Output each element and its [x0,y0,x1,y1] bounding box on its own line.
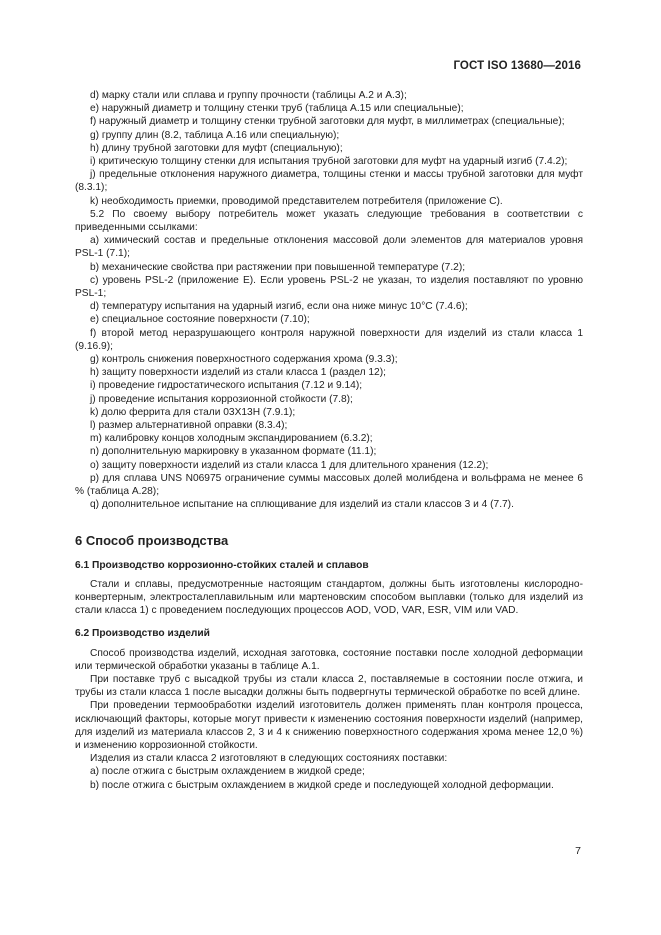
list-item: g) группу длин (8.2, таблица А.16 или специальную); [90,129,340,141]
list-item: n) дополнительную маркировку в указанном формате (11.1); [90,446,377,458]
list-item: l) размер альтернативной оправки (8.3.4); [90,420,288,432]
list-item: o) защиту поверхности изделий из стали класса 1 для длительного хранения (12.2); [90,459,489,471]
list-item: f) второй метод неразрушающего контроля наружной поверхности для изделий из стали класса 1 (9.16.9); [75,327,583,352]
list-item: m) калибровку концов холодным экспандированием (6.3.2); [90,433,373,445]
list-item: g) контроль снижения поверхностного содержания хрома (9.3.3); [90,354,398,366]
subsection-6-2-title: 6.2 Производство изделий [75,628,210,640]
document-header: ГОСТ ISO 13680—2016 [453,60,581,72]
page-number: 7 [575,845,581,857]
page-content [75,89,583,792]
list-item: f) наружный диаметр и толщину стенки трубной заготовки для муфт, в миллиметрах (специальные); [90,116,565,128]
list-item: e) специальное состояние поверхности (7.10); [90,314,310,326]
list-item: i) проведение гидростатического испытания (7.12 и 9.14); [90,380,363,392]
paragraph: Изделия из стали класса 2 изготовляют в следующих состояниях поставки: [90,753,448,765]
list-item: c) уровень PSL-2 (приложение Е). Если уровень PSL-2 не указан, то изделия поставляют по уровню PSL-1; [75,274,583,300]
paragraph: При проведении термообработки изделий изготовитель должен применять план контроля процесса, исключающий факторы, которые могут привести к изменению состояния поверхности изделий (например, для изделий из материала классов 2, 3 и 4 к снижению поверхностного содержания хрома менее 12,0 %) и изменению коррозионной стойкости. [75,700,583,751]
subsection-6-1-title: 6.1 Производство коррозионно-стойких сталей и сплавов [75,559,369,571]
list-item: d) марку стали или сплава и группу прочности (таблицы А.2 и А.3); [90,90,407,101]
list-item: b) механические свойства при растяжении при повышенной температуре (7.2); [90,261,466,273]
list-item: j) предельные отклонения наружного диаметра, толщины стенки и массы трубной заготовки для муфт (8.3.1); [75,169,583,194]
paragraph: Способ производства изделий, исходная заготовка, состояние поставки после холодной деформации или термической обработки указаны в таблице А.1. [75,647,583,672]
list-item: h) защиту поверхности изделий из стали класса 1 (раздел 12); [90,367,386,379]
list-item: p) для сплава UNS N06975 ограничение суммы массовых долей молибдена и вольфрама не менее 6 % (таблица А.28); [75,472,583,498]
list-item: i) критическую толщину стенки для испытания трубной заготовки для муфт на ударный изгиб (7.4.2); [90,156,568,168]
list-item: a) после отжига с быстрым охлаждением в жидкой среде; [90,766,365,778]
section-6-title: 6 Способ производства [75,532,229,548]
paragraph: При поставке труб с высадкой трубы из стали класса 2, поставляемые в состоянии после отжига, и трубы из стали класса 1 после высадки должны быть подвергнуты термической обработке по всей длине. [75,673,583,699]
list-item: k) долю феррита для стали 03Х13Н (7.9.1); [90,406,296,418]
list-item: h) длину трубной заготовки для муфт (специальную); [90,142,343,154]
list-item: b) после отжига с быстрым охлаждением в жидкой среде и последующей холодной деформации. [90,779,554,791]
list-item: e) наружный диаметр и толщину стенки труб (таблица А.15 или специальные); [90,103,464,115]
paragraph: Стали и сплавы, предусмотренные настоящим стандартом, должны быть изготовлены кислородно-конвертерным, электросталеплавильным или мартеновским способом выплавки (только для изделий из стали класса 1) с проведением последующих процессов AOD, VOD, VAR, ESR, VIM или VAD. [75,578,583,617]
list-item: a) химический состав и предельные отклонения массовой доли элементов для материалов уровня PSL-1 (7.1); [75,235,583,260]
clause-5-2-intro: 5.2 По своему выбору потребитель может указать следующие требования в соответствии с приведенными ссылками: [75,208,583,234]
list-item: d) температуру испытания на ударный изгиб, если она ниже минус 10°С (7.4.6); [90,301,468,313]
list-item: j) проведение испытания коррозионной стойкости (7.8); [90,393,353,405]
list-item: q) дополнительное испытание на сплющивание для изделий из стали классов 3 и 4 (7.7). [90,499,514,511]
list-item: k) необходимость приемки, проводимой представителем потребителя (приложение С). [90,195,503,207]
